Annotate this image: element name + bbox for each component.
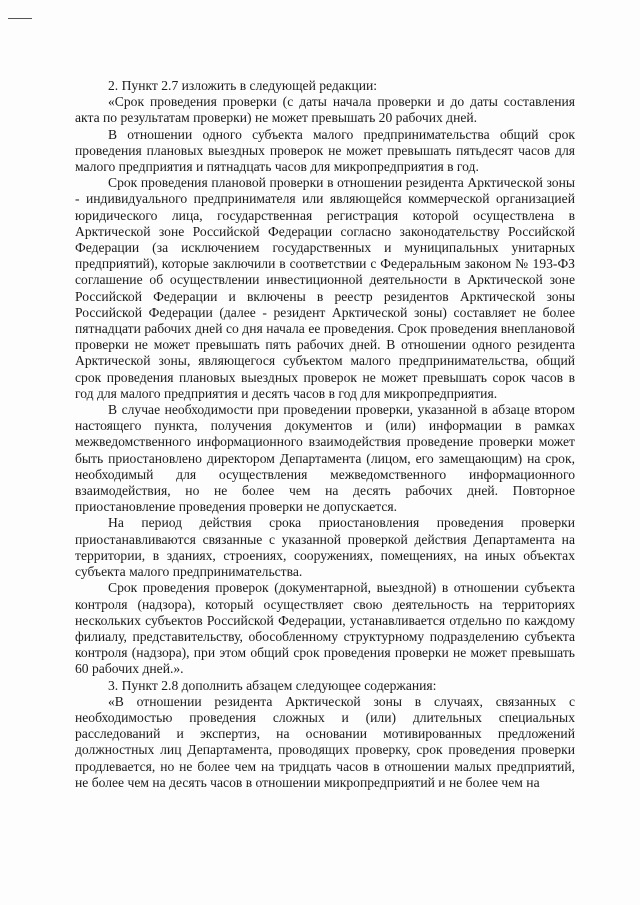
paragraph-arctic-resident-check: Срок проведения плановой проверки в отношении резидента Арктической зоны - индивидуального предпринимателя или являющейся коммерческой организацией юридического лица, государственная регистрация которой осуществлена в Арктической зоне Российской Федерации согласно законодательству Российской Федерации (за исключением государственных и муниципальных унитарных предприятий), которые заключили в соответствии с Федеральным законом № 193-ФЗ соглашение об осуществлении инвестиционной деятельности в Арктической зоне Российской Федерации и включены в реестр резидентов Арктической зоны Российской Федерации (далее - резидент Арктической зоны) составляет не более пятнадцати рабочих дней со дня начала ее проведения. Срок проведения внеплановой проверки не может превышать пять рабочих дней. В отношении одного резидента Арктической зоны, являющегося субъектом малого предпринимательства, общий срок проведения плановых выездных проверок не может превышать сорок часов в год для малого предприятия и десять часов в год для микропредприятия. <box>75 175 575 401</box>
paragraph-check-duration: «Срок проведения проверки (с даты начала проверки и до даты составления акта по результатам проверки) не может превышать 20 рабочих дней. <box>75 94 575 126</box>
paragraph-suspension-period: На период действия срока приостановления проведения проверки приостанавливаются связанные с указанной проверкой действия Департамента на территории, в зданиях, строениях, сооружениях, помещениях, на иных объектах субъекта малого предпринимательства. <box>75 515 575 580</box>
paragraph-multi-region-checks: Срок проведения проверок (документарной, выездной) в отношении субъекта контроля (надзора), который осуществляет свою деятельность на территориях нескольких субъектов Российской Федерации, устанавливается отдельно по каждому филиалу, представительству, обособленному структурному подразделению субъекта контроля (надзора), при этом общий срок проведения проверки не может превышать 60 рабочих дней.». <box>75 580 575 677</box>
scan-corner-mark <box>8 18 32 19</box>
document-body <box>75 78 575 791</box>
paragraph-check-suspension: В случае необходимости при проведении проверки, указанной в абзаце втором настоящего пункта, получения документов и (или) информации в рамках межведомственного информационного взаимодействия проведение проверки может быть приостановлено директором Департамента (лицом, его замещающим) на срок, необходимый для осуществления межведомственного информационного взаимодействия, но не более чем на десять рабочих дней. Повторное приостановление проведения проверки не допускается. <box>75 402 575 515</box>
paragraph-arctic-extension: «В отношении резидента Арктической зоны в случаях, связанных с необходимостью проведения сложных и (или) длительных специальных расследований и экспертиз, на основании мотивированных предложений должностных лиц Департамента, проводящих проверку, срок проведения проверки продлевается, но не более чем на тридцать часов в отношении малых предприятий, не более чем на десять часов в отношении микропредприятий и не более чем на <box>75 693 575 790</box>
paragraph-small-business-limit: В отношении одного субъекта малого предпринимательства общий срок проведения плановых выездных проверок не может превышать пятьдесят часов для малого предприятия и пятнадцать часов для микропредприятия в год. <box>75 126 575 175</box>
paragraph-item-2-8-heading: 3. Пункт 2.8 дополнить абзацем следующее содержания: <box>108 677 437 693</box>
paragraph-item-2-7-heading: 2. Пункт 2.7 изложить в следующей редакции: <box>108 78 378 93</box>
